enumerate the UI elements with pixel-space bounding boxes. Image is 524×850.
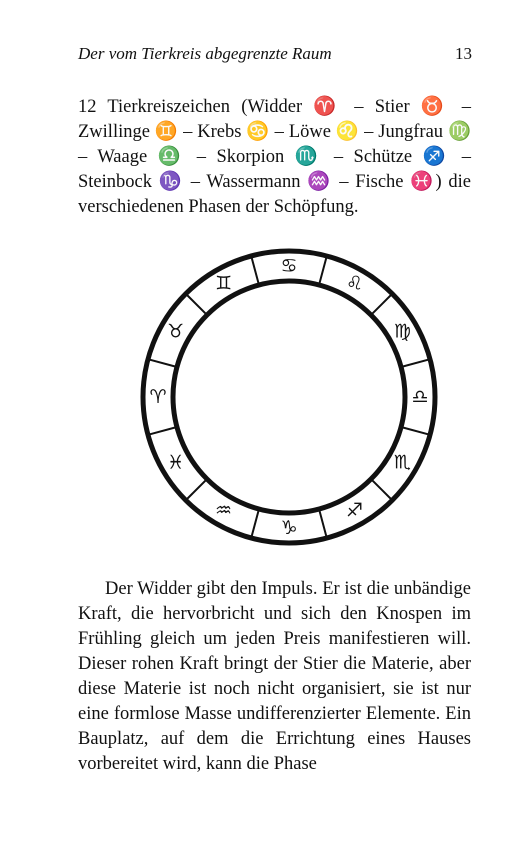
sign-divider bbox=[319, 256, 327, 285]
zodiac-krebs-glyph: ♋ bbox=[280, 255, 298, 277]
zodiac-schütze-glyph: ♐ bbox=[345, 499, 364, 522]
page-number: 13 bbox=[455, 44, 472, 63]
zodiac-waage-glyph: ♎ bbox=[411, 386, 429, 408]
zodiac-fische-glyph: ♓ bbox=[167, 451, 185, 474]
sign-divider bbox=[148, 427, 177, 435]
zodiac-wheel bbox=[137, 245, 441, 549]
sign-divider bbox=[251, 509, 259, 538]
zodiac-widder-glyph: ♈ bbox=[149, 386, 167, 408]
running-head bbox=[78, 44, 472, 68]
sign-divider bbox=[186, 479, 207, 500]
zodiac-steinbock-glyph: ♑ bbox=[280, 517, 298, 539]
zodiac-zwillinge-glyph: ♊ bbox=[214, 272, 233, 295]
sign-divider bbox=[401, 427, 430, 435]
sign-divider bbox=[401, 359, 430, 367]
sign-divider bbox=[371, 479, 392, 500]
running-title: Der vom Tierkreis abgegrenzte Raum bbox=[78, 44, 332, 63]
intro-paragraph: 12 Tierkreiszeichen (Widder ♈ – Stier ♉ – Zwillinge ♊ – Krebs ♋ – Löwe ♌ – Jungfrau ♍ – Waage ♎ – Skorpion ♏ – Schütze ♐ – Steinbock ♑ – Wassermann ♒ – Fische ♓) die verschiedenen Phasen der Schöpfung. bbox=[78, 97, 471, 217]
zodiac-jungfrau-glyph: ♍ bbox=[393, 320, 411, 343]
wheel-inner-ring bbox=[173, 281, 405, 513]
sign-divider bbox=[319, 509, 327, 538]
sign-divider bbox=[186, 294, 207, 315]
zodiac-stier-glyph: ♉ bbox=[167, 320, 185, 343]
zodiac-skorpion-glyph: ♏ bbox=[393, 451, 411, 474]
sign-divider bbox=[148, 359, 177, 367]
sign-divider bbox=[251, 256, 259, 285]
body-paragraph: Der Widder gibt den Impuls. Er ist die unbändige Kraft, die hervorbricht und sich den Knospen im Frühling gleich um jeden Preis manifestieren will. Dieser rohen Kraft bringt der Stier die Materie, aber diese Materie ist noch nicht organisiert, sie ist nur eine formlose Masse undifferenzierter Elemente. Ein Bauplatz, auf dem die Errichtung eines Hauses vorbereitet wird, kann die Phase bbox=[78, 579, 471, 774]
sign-divider bbox=[371, 294, 392, 315]
zodiac-löwe-glyph: ♌ bbox=[345, 272, 364, 295]
zodiac-wassermann-glyph: ♒ bbox=[214, 499, 233, 522]
